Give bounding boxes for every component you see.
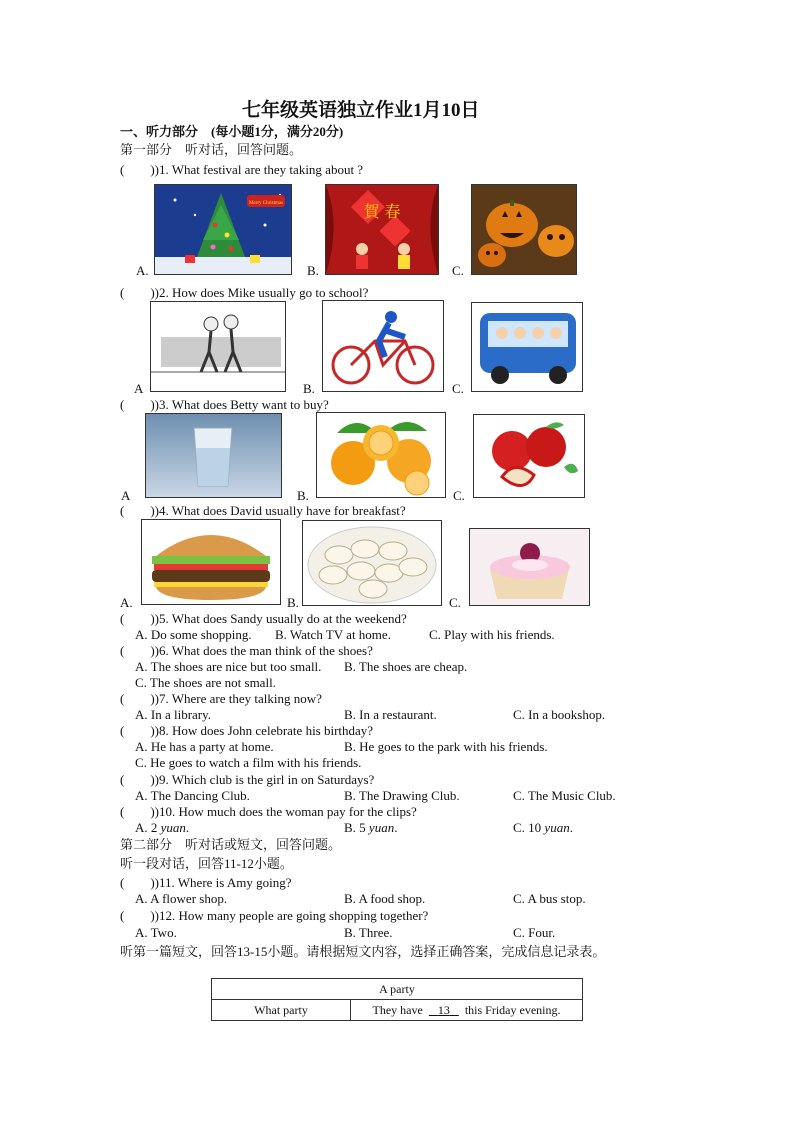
question-11 [120,875,292,891]
option-b: B. He goes to the park with his friends. [344,739,548,754]
option-a-amount: A. 2 [135,820,161,835]
blank-number: 13 [437,1002,450,1017]
option-c [513,820,573,836]
row-text-after: this Friday evening. [464,1002,561,1017]
spring-greeting-text: 賀 春 [363,202,401,221]
question-6 [120,643,373,659]
option-b: B. Three. [344,925,393,940]
answer-paren: ( ) [120,875,155,890]
question-text: )3. What does Betty want to buy? [154,397,329,412]
bus-picture [471,302,583,392]
info-record-table [211,978,583,1021]
option-c-amount: C. 10 [513,820,545,835]
part1-heading: 第一部分 听对话，回答问题。 [120,142,303,157]
option-a: A [121,488,131,503]
section-heading [120,124,343,140]
merry-christmas-banner: Merry Christmas [248,201,284,206]
question-text: )11. Where is Amy going? [154,875,292,890]
cake-picture [469,528,590,606]
option-a: A. The shoes are nice but too small. [135,659,322,674]
answer-paren: ( ) [120,503,155,518]
option-b: B. [287,595,299,610]
currency-unit: yuan [160,820,186,835]
question-text: )9. Which club is the girl in on Saturdays? [154,772,375,787]
question-10 [120,804,417,820]
option-a: A. In a library. [135,707,212,722]
option-a: A. He has a party at home. [135,739,274,754]
option-a: A. The Dancing Club. [135,788,250,803]
glass-of-water-picture [145,413,282,498]
halloween-pumpkin-picture [471,184,577,275]
document-title: 七年级英语独立作业1月10日 [242,100,480,121]
option-b: B. [303,381,315,396]
option-c: C. [452,263,464,278]
answer-paren: ( ) [120,804,155,819]
option-c: C. Four. [513,925,556,940]
option-a: A. Do some shopping. [135,627,252,642]
bicycle-picture [322,300,444,392]
option-period: . [569,820,573,835]
question-text: )2. How does Mike usually go to school? [154,285,369,300]
oranges-picture [316,412,446,498]
answer-paren: ( ) [120,908,155,923]
part2-intro: 听一段对话，回答11-12小题。 [120,856,293,871]
question-text: )6. What does the man think of the shoes? [154,643,373,658]
question-7 [120,691,322,707]
table-row-label: What party [212,1000,351,1021]
christmas-picture [154,184,292,275]
option-period: . [185,820,190,835]
answer-paren: ( ) [120,162,155,177]
question-text: )10. How much does the woman pay for the clips? [154,804,417,819]
hamburger-picture [141,519,281,605]
section-scoring: (每小题1分，满分20分) [211,124,344,139]
option-c: C. A bus stop. [513,891,586,906]
option-c: C. [449,595,461,610]
currency-unit: yuan [368,820,395,835]
question-text: )8. How does John celebrate his birthday? [154,723,374,738]
option-b [344,820,397,836]
answer-paren: ( ) [120,691,155,706]
apples-picture [473,414,585,498]
option-period: . [394,820,398,835]
option-b: B. The Drawing Club. [344,788,460,803]
table-header: A party [212,979,583,1000]
spring-festival-picture [325,184,439,275]
question-9 [120,772,374,788]
section-label: 一、听力部分 [120,124,199,139]
option-c: C. He goes to watch a film with his friends. [135,755,362,770]
option-b: B. A food shop. [344,891,426,906]
option-c: C. The shoes are not small. [135,675,276,690]
walking-children-picture [150,301,286,392]
option-b: B. In a restaurant. [344,707,437,722]
answer-blank-13[interactable] [429,1003,459,1017]
question-2 [120,285,368,301]
question-text: )12. How many people are going shopping together? [154,908,429,923]
answer-paren: ( ) [120,285,155,300]
question-1 [120,162,363,178]
row-text-before: They have [372,1002,423,1017]
option-c: C. [452,381,464,396]
option-a: A. Two. [135,925,177,940]
currency-unit: yuan [544,820,570,835]
option-a [135,820,189,836]
option-b: B. [297,488,309,503]
option-c: C. Play with his friends. [429,627,555,642]
question-5 [120,611,407,627]
option-b: B. The shoes are cheap. [344,659,468,674]
answer-paren: ( ) [120,611,155,626]
question-text: )5. What does Sandy usually do at the weekend? [154,611,407,626]
answer-paren: ( ) [120,723,155,738]
question-text: )4. What does David usually have for breakfast? [154,503,406,518]
option-a: A. A flower shop. [135,891,228,906]
option-a: A. [120,595,133,610]
answer-paren: ( ) [120,643,155,658]
table-row-value [351,1000,583,1021]
option-c: C. The Music Club. [513,788,616,803]
option-c: C. [453,488,465,503]
dumplings-picture [302,520,442,606]
option-b: B. Watch TV at home. [275,627,391,642]
passage-intro: 听第一篇短文，回答13-15小题。请根据短文内容，选择正确答案，完成信息记录表。 [120,944,606,959]
answer-paren: ( ) [120,772,155,787]
option-a: A. [136,263,149,278]
question-text: )7. Where are they talking now? [154,691,322,706]
option-b-amount: B. 5 [344,820,369,835]
question-3 [120,397,329,413]
answer-paren: ( ) [120,397,155,412]
question-12 [120,908,428,924]
option-a: A [134,381,144,396]
part2-heading: 第二部分 听对话或短文，回答问题。 [120,837,342,852]
question-text: )1. What festival are they taking about ? [154,162,364,177]
option-c: C. In a bookshop. [513,707,606,722]
option-b: B. [307,263,319,278]
question-4 [120,503,406,519]
question-8 [120,723,373,739]
